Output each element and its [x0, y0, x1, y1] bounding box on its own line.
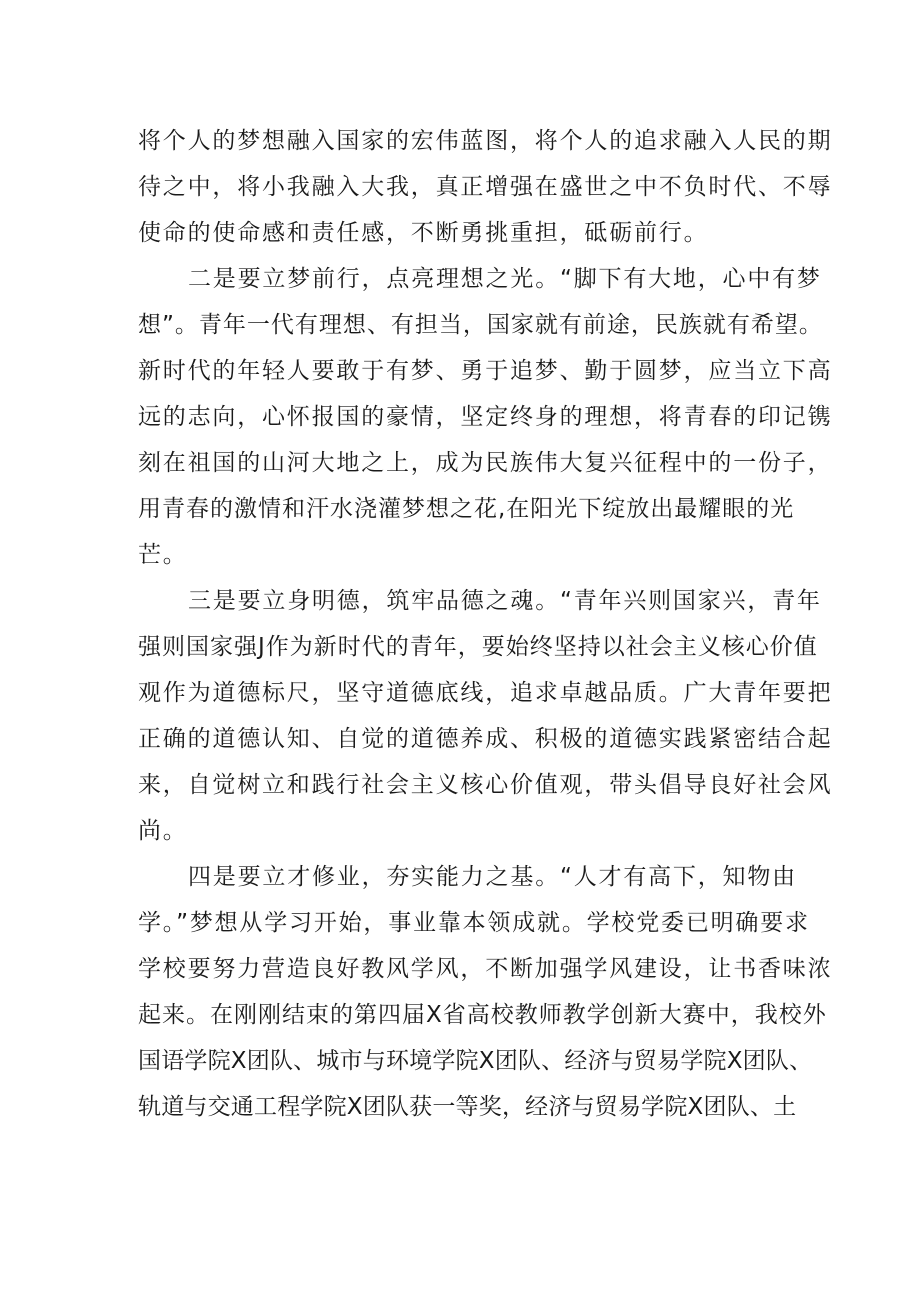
- text-line: 使命的使命感和责任感，不断勇挑重担，砥砺前行。: [138, 220, 709, 246]
- text-line: 来，自觉树立和践行社会主义核心价值观，带头倡导良好社会风: [138, 772, 833, 798]
- text-line: 正确的道德认知、自觉的道德养成、积极的道德实践紧密结合起: [138, 726, 833, 752]
- text-line: 新时代的年轻人要敢于有梦、勇于追梦、勤于圆梦，应当立下高: [138, 358, 833, 384]
- text-line: 芒。: [138, 542, 188, 568]
- text-line: 用青春的激情和汗水浇灌梦想之花,在阳光下绽放出最耀眼的光: [138, 496, 795, 522]
- paragraph-start-line: 四是要立才修业，夯实能力之基。“人才有高下，知物由: [188, 864, 797, 890]
- text-line: 想”。青年一代有理想、有担当，国家就有前途，民族就有希望。: [138, 312, 823, 338]
- text-line: 将个人的梦想融入国家的宏伟蓝图，将个人的追求融入人民的期: [138, 128, 833, 154]
- paragraph-start-line: 二是要立梦前行，点亮理想之光。“脚下有大地，心中有梦: [188, 266, 822, 292]
- text-line: 待之中，将小我融入大我，真正增强在盛世之中不负时代、不辱: [138, 174, 833, 200]
- text-line: 强则国家强J作为新时代的青年，要始终坚持以社会主义核心价值: [138, 634, 818, 660]
- text-line: 学校要努力营造良好教风学风，不断加强学风建设，让书香味浓: [138, 956, 833, 982]
- document-body: [138, 118, 833, 1130]
- text-line: 起来。在刚刚结束的第四届X省高校教师教学创新大赛中，我校外: [138, 1002, 827, 1028]
- text-line: 刻在祖国的山河大地之上，成为民族伟大复兴征程中的一份子，: [138, 450, 833, 476]
- text-line: 学。”梦想从学习开始，事业靠本领成就。学校党委已明确要求: [138, 910, 810, 936]
- text-line: 尚。: [138, 818, 188, 844]
- paragraph-start-line: 三是要立身明德，筑牢品德之魂。“青年兴则国家兴，青年: [188, 588, 822, 614]
- text-line: 轨道与交通工程学院X团队获一等奖，经济与贸易学院X团队、土: [138, 1094, 797, 1120]
- text-line: 观作为道德标尺，坚守道德底线，追求卓越品质。广大青年要把: [138, 680, 833, 706]
- text-line: 远的志向，心怀报国的豪情，坚定终身的理想，将青春的印记镌: [138, 404, 833, 430]
- text-line: 国语学院X团队、城市与环境学院X团队、经济与贸易学院X团队、: [138, 1048, 813, 1074]
